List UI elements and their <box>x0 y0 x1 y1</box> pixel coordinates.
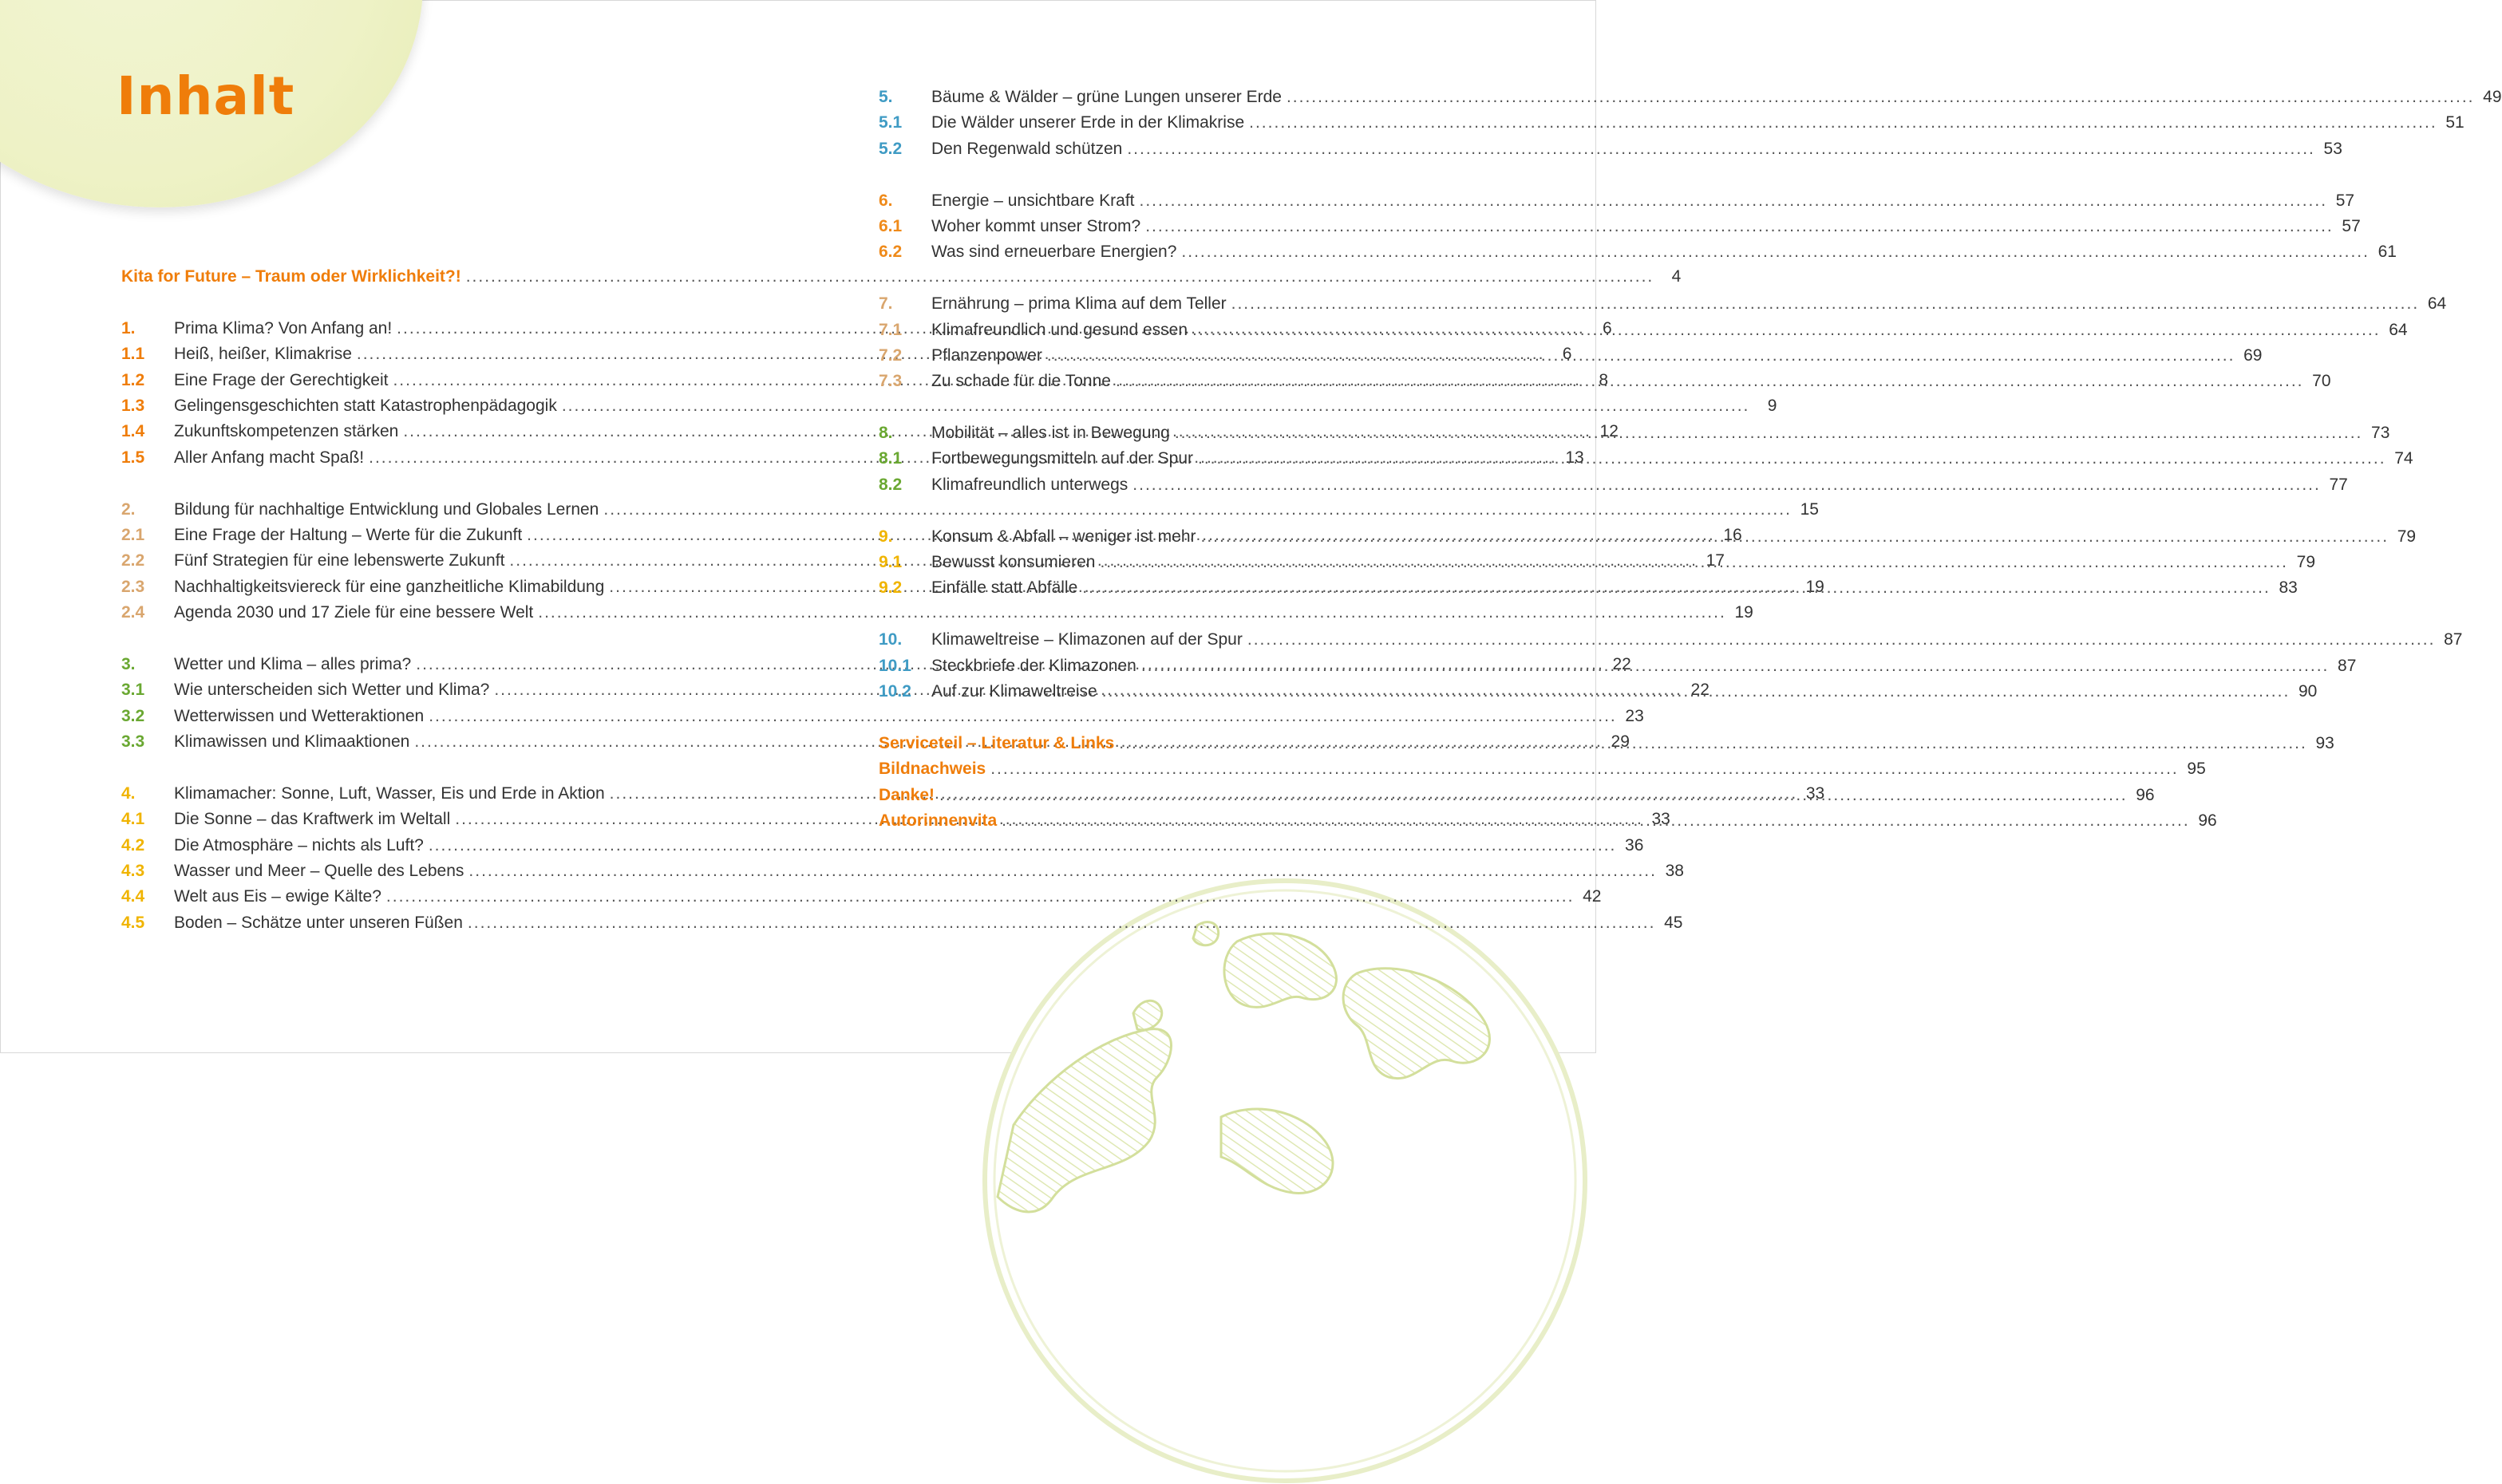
toc-dot-leader <box>429 833 1617 858</box>
toc-entry[interactable] <box>879 239 2397 265</box>
toc-entry[interactable] <box>121 858 1684 884</box>
toc-entry-page: 96 <box>2136 785 2155 804</box>
toc-entry[interactable] <box>121 884 1602 910</box>
toc-entry-title: Agenda 2030 und 17 Ziele für eine bessere Welt <box>174 603 534 622</box>
toc-entry-title: Konsum & Abfall – weniger ist mehr <box>931 527 1196 546</box>
toc-entry[interactable] <box>121 600 1753 626</box>
toc-dot-leader <box>1287 85 2475 110</box>
toc-dot-leader <box>1127 136 2315 162</box>
toc-entry-number: 5.2 <box>879 139 903 158</box>
toc-entry-number: 2.4 <box>121 603 145 622</box>
toc-entry-number: 5.1 <box>879 113 903 132</box>
toc-dot-leader <box>1198 446 2386 472</box>
toc-entry-number: 3.2 <box>121 706 145 725</box>
toc-entry-title: Wie unterscheiden sich Wetter und Klima? <box>174 681 490 700</box>
toc-entry-page: 23 <box>1625 706 1644 725</box>
toc-entry-title: Die Sonne – das Kraftwerk im Weltall <box>174 810 451 829</box>
toc-entry-title: Die Atmosphäre – nichts als Luft? <box>174 835 424 854</box>
toc-dot-leader <box>1141 653 2330 679</box>
toc-entry-page: 93 <box>2315 733 2334 752</box>
toc-dot-leader <box>1002 808 2190 834</box>
toc-entry[interactable] <box>879 136 2342 162</box>
toc-entry-title: Einfälle statt Abfälle <box>931 578 1078 598</box>
toc-entry[interactable] <box>879 318 2408 343</box>
toc-entry-page: 53 <box>2323 139 2342 158</box>
toc-entry-page: 87 <box>2444 630 2463 649</box>
toc-entry-title: Was sind erneuerbare Energien? <box>931 243 1177 262</box>
toc-entry-page: 9 <box>1767 396 1777 415</box>
toc-entry-title: Fortbewegungsmitteln auf der Spur <box>931 449 1194 468</box>
toc-entry[interactable] <box>121 910 1683 936</box>
toc-entry-page: 36 <box>1625 835 1644 854</box>
toc-dot-leader <box>1102 679 2291 705</box>
toc-entry-page: 33 <box>1651 810 1670 829</box>
toc-entry-title: Nachhaltigkeitsviereck für eine ganzheitliche Klimabildung <box>174 577 605 596</box>
toc-entry-title: Klimaweltreise – Klimazonen auf der Spur <box>931 630 1243 649</box>
page-title: Inhalt <box>117 65 295 127</box>
toc-entry-number: 7. <box>879 294 893 314</box>
toc-entry-number: 3.3 <box>121 732 145 752</box>
toc-entry-page: 57 <box>2335 191 2355 210</box>
toc-entry-page: 22 <box>1690 681 1710 700</box>
toc-dot-leader <box>386 884 1575 910</box>
toc-entry-page: 4 <box>1671 267 1682 286</box>
toc-dot-leader <box>990 756 2179 782</box>
toc-entry[interactable] <box>879 214 2361 239</box>
toc-entry-page: 33 <box>1805 783 1825 803</box>
toc-entry[interactable] <box>879 188 2355 214</box>
toc-entry-number: 8.1 <box>879 449 903 468</box>
toc-entry-page: 6 <box>1562 345 1572 364</box>
toc-entry-page: 29 <box>1611 732 1630 752</box>
toc-entry-page: 61 <box>2377 243 2397 262</box>
toc-entry-title: Aller Anfang macht Spaß! <box>174 448 365 467</box>
toc-entry-title: Zukunftskompetenzen stärken <box>174 422 399 441</box>
toc-entry-page: 15 <box>1800 499 1819 519</box>
toc-entry-number: 4.2 <box>121 835 145 854</box>
toc-entry-number: 3. <box>121 654 136 673</box>
toc-entry-title: Boden – Schätze unter unseren Füßen <box>174 913 463 932</box>
toc-entry-page: 95 <box>2187 760 2206 779</box>
toc-entry-number: 5. <box>879 88 893 106</box>
toc-dot-leader <box>1082 575 2271 601</box>
toc-entry-page: 64 <box>2389 320 2408 339</box>
toc-dot-leader <box>1201 524 2389 550</box>
toc-entry-title: Pflanzenpower <box>931 345 1042 365</box>
toc-entry-page: 49 <box>2483 88 2502 106</box>
toc-entry-number: 10.1 <box>879 656 911 675</box>
toc-entry-page: 96 <box>2198 811 2217 830</box>
toc-entry-title: Serviceteil – Literatur & Links <box>879 733 1115 752</box>
toc-entry-title: Woher kommt unser Strom? <box>931 216 1141 235</box>
toc-entry-title: Energie – unsichtbare Kraft <box>931 191 1135 210</box>
toc-entry-number: 2. <box>121 499 136 519</box>
toc-entry-title: Kita for Future – Traum oder Wirklichkeit?! <box>121 267 461 286</box>
toc-entry-number: 9.1 <box>879 553 903 572</box>
toc-entry-page: 79 <box>2296 553 2315 572</box>
toc-entry-page: 83 <box>2279 578 2298 598</box>
toc-entry-number: 2.2 <box>121 551 145 570</box>
toc-entry[interactable] <box>879 110 2464 136</box>
toc-entry-title: Steckbriefe der Klimazonen <box>931 656 1136 675</box>
toc-entry-title: Danke! <box>879 785 935 804</box>
toc-entry-page: 45 <box>1664 913 1683 932</box>
toc-entry-page: 74 <box>2394 449 2413 468</box>
toc-dot-leader <box>1139 188 2327 214</box>
toc-entry[interactable] <box>121 393 1777 419</box>
toc-entry-page: 19 <box>1734 603 1753 622</box>
toc-entry-page: 42 <box>1583 887 1602 906</box>
toc-entry-number: 9. <box>879 527 893 546</box>
toc-entry-title: Prima Klima? Von Anfang an! <box>174 318 393 337</box>
toc-entry-title: Wasser und Meer – Quelle des Lebens <box>174 861 464 880</box>
toc-entry-title: Bildnachweis <box>879 760 986 779</box>
toc-entry-title: Bildung für nachhaltige Entwicklung und Globales Lernen <box>174 499 599 519</box>
toc-entry-page: 57 <box>2342 216 2361 235</box>
toc-entry-page: 77 <box>2329 475 2348 494</box>
toc-entry[interactable] <box>879 369 2331 394</box>
toc-dot-leader <box>1132 472 2321 498</box>
toc-dot-leader <box>1047 343 2235 369</box>
toc-dot-leader <box>1116 369 2304 394</box>
toc-entry-title: Eine Frage der Haltung – Werte für die Zukunft <box>174 525 523 544</box>
toc-entry-page: 70 <box>2312 372 2331 391</box>
toc-entry-page: 12 <box>1599 422 1619 441</box>
toc-dot-leader <box>1231 291 2420 317</box>
toc-dot-leader <box>1181 239 2370 265</box>
toc-entry-title: Ernährung – prima Klima auf dem Teller <box>931 294 1227 314</box>
toc-entry-number: 6.1 <box>879 216 903 235</box>
toc-entry-number: 1.2 <box>121 370 145 389</box>
toc-entry-title: Klimamacher: Sonne, Luft, Wasser, Eis und Erde in Aktion <box>174 783 605 803</box>
toc-entry-title: Zu schade für die Tonne <box>931 372 1111 391</box>
toc-entry-page: 22 <box>1612 654 1631 673</box>
toc-dot-leader <box>1100 550 2288 575</box>
toc-entry-title: Bäume & Wälder – grüne Lungen unserer Erde <box>931 88 1282 106</box>
toc-entry-number: 2.3 <box>121 577 145 596</box>
toc-dot-leader <box>1249 110 2437 136</box>
toc-entry[interactable] <box>879 291 2447 317</box>
toc-entry-number: 6.2 <box>879 243 903 262</box>
toc-entry-page: 8 <box>1599 370 1609 389</box>
toc-entry-page: 79 <box>2397 527 2417 546</box>
toc-entry-number: 8. <box>879 424 893 443</box>
toc-entry[interactable] <box>121 497 1819 523</box>
toc-dot-leader <box>1247 627 2436 653</box>
toc-entry-title: Mobilität – alles ist in Bewegung <box>931 424 1170 443</box>
toc-entry-page: 19 <box>1805 577 1824 596</box>
toc-entry-number: 4.5 <box>121 913 145 932</box>
toc-entry-title: Autorinnenvita <box>879 811 998 830</box>
toc-entry[interactable] <box>121 704 1644 729</box>
toc-entry-page: 87 <box>2338 656 2357 675</box>
toc-entry-number: 1.5 <box>121 448 145 467</box>
toc-entry-number: 8.2 <box>879 475 903 494</box>
toc-entry-number: 1. <box>121 318 136 337</box>
toc-dot-leader <box>1175 420 2363 446</box>
toc-entry-page: 90 <box>2298 681 2318 701</box>
toc-entry-page: 69 <box>2243 345 2263 365</box>
toc-entry-number: 4.1 <box>121 810 145 829</box>
toc-entry-title: Klimafreundlich und gesund essen <box>931 320 1188 339</box>
toc-entry[interactable] <box>121 833 1644 858</box>
toc-entry-title: Auf zur Klimaweltreise <box>931 681 1097 701</box>
toc-dot-leader <box>468 910 1656 936</box>
toc-entry-number: 9.2 <box>879 578 903 598</box>
toc-entry[interactable] <box>879 627 2463 653</box>
globe-illustration <box>982 878 1588 1484</box>
toc-entry[interactable] <box>879 85 2502 110</box>
toc-entry[interactable] <box>879 756 2206 782</box>
toc-entry-number: 7.1 <box>879 320 903 339</box>
toc-entry-number: 7.3 <box>879 372 903 391</box>
toc-entry-page: 64 <box>2427 294 2447 314</box>
toc-entry-number: 10. <box>879 630 903 649</box>
toc-entry-title: Fünf Strategien für eine lebenswerte Zukunft <box>174 551 505 570</box>
toc-dot-leader <box>1192 318 2381 343</box>
toc-entry-number: 1.1 <box>121 345 145 364</box>
toc-entry-title: Wetter und Klima – alles prima? <box>174 654 412 673</box>
toc-entry[interactable] <box>879 472 2348 498</box>
toc-entry-number: 2.1 <box>121 525 145 544</box>
toc-entry-page: 73 <box>2371 424 2390 443</box>
toc-entry-page: 17 <box>1706 551 1725 570</box>
toc-entry-title: Eine Frage der Gerechtigkeit <box>174 370 389 389</box>
toc-entry-title: Bewusst konsumieren <box>931 553 1096 572</box>
toc-entry-title: Klimawissen und Klimaaktionen <box>174 732 410 752</box>
toc-entry-number: 3.1 <box>121 681 145 700</box>
toc-entry-page: 38 <box>1665 861 1684 880</box>
toc-entry-number: 6. <box>879 191 893 210</box>
toc-entry-number: 4.4 <box>121 887 145 906</box>
toc-entry-title: Die Wälder unserer Erde in der Klimakrise <box>931 113 1245 132</box>
toc-entry-number: 1.4 <box>121 422 145 441</box>
toc-dot-leader <box>468 858 1657 884</box>
toc-entry-title: Heiß, heißer, Klimakrise <box>174 345 352 364</box>
toc-entry-number: 7.2 <box>879 345 903 365</box>
toc-entry-title: Den Regenwald schützen <box>931 139 1123 158</box>
toc-entry-number: 4.3 <box>121 861 145 880</box>
toc-entry-page: 6 <box>1603 318 1612 337</box>
toc-entry[interactable] <box>121 264 1682 290</box>
toc-entry-title: Gelingensgeschichten statt Katastrophenpädagogik <box>174 396 557 415</box>
toc-entry-number: 10.2 <box>879 681 911 701</box>
toc-entry-number: 1.3 <box>121 396 145 415</box>
toc-entry-page: 13 <box>1565 448 1584 467</box>
toc-entry-page: 16 <box>1723 525 1742 544</box>
toc-entry-number: 4. <box>121 783 136 803</box>
toc-entry[interactable] <box>879 343 2263 369</box>
toc-dot-leader <box>1145 214 2334 239</box>
toc-entry-page: 51 <box>2445 113 2464 132</box>
toc-entry-title: Klimafreundlich unterwegs <box>931 475 1128 494</box>
toc-entry-title: Welt aus Eis – ewige Kälte? <box>174 887 381 906</box>
toc-entry-title: Wetterwissen und Wetteraktionen <box>174 706 425 725</box>
toc-dot-leader <box>939 783 2128 808</box>
toc-dot-leader <box>1119 731 2307 756</box>
